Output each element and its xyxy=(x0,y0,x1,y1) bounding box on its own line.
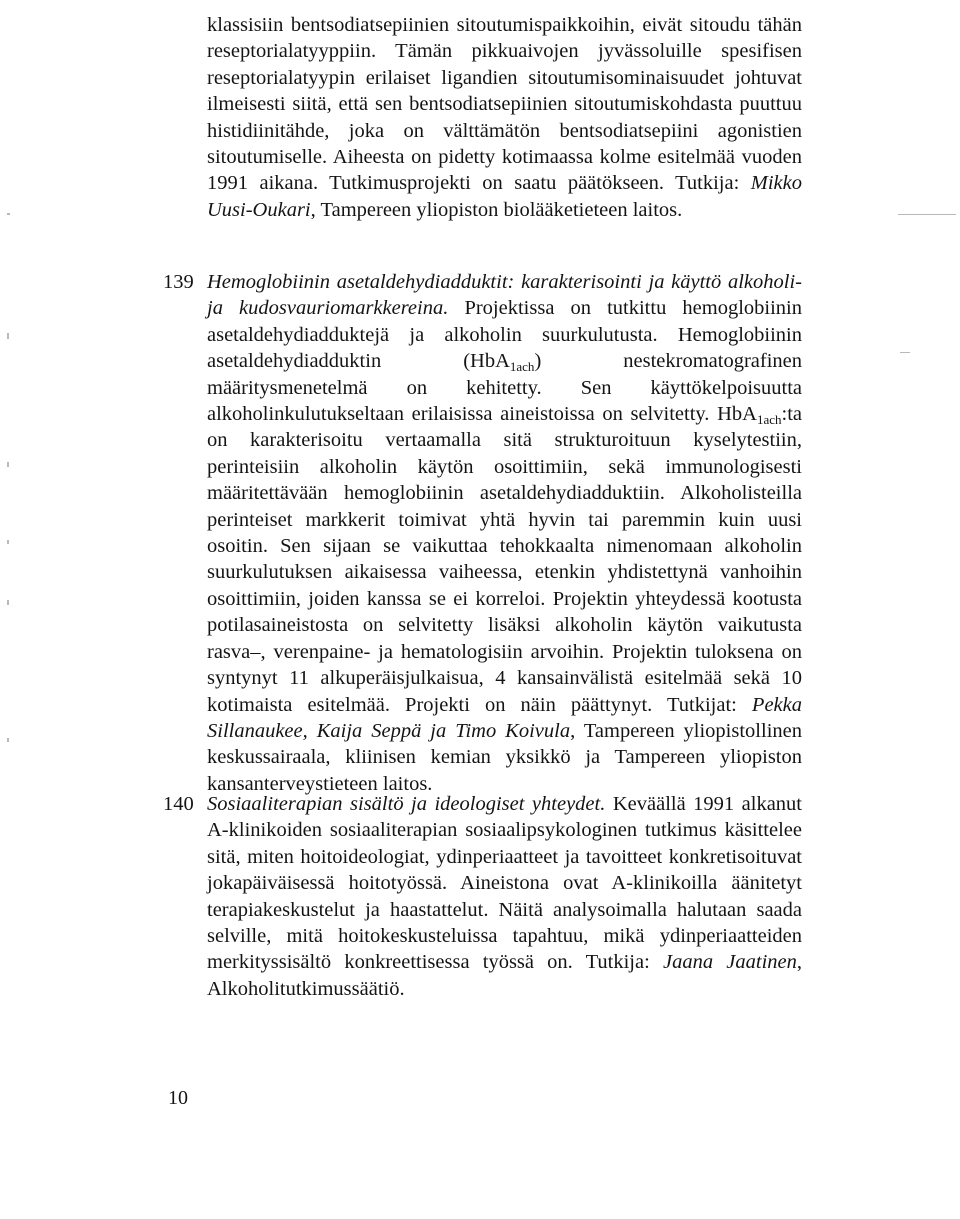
scan-artifact xyxy=(7,213,10,215)
entry-title: Sosiaaliterapian sisältö ja ideologiset yhteydet. xyxy=(207,793,606,815)
scan-artifact xyxy=(7,333,9,339)
affiliation-text: , Tampereen yliopiston biolääketieteen laitos. xyxy=(310,198,683,221)
subscript: 1ach xyxy=(509,359,535,375)
entry-text: ) nestekromatografinen määritysmenetelmä on kehitetty. Sen käyttökelpoisuutta alkoholinkulutukseltaan erilaisissa aineistoissa on selvitetty. HbA xyxy=(207,350,802,426)
scan-artifact xyxy=(7,540,9,544)
continued-paragraph xyxy=(207,12,802,223)
entry-text: :ta on karakterisoitu vertaamalla sitä strukturoituun kyselytestiin, perinteisiin alkoholin käytön osoittimiin, sekä immunologisesti määritettävään hemoglobiinin asetaldehydiadduktiin. Alkoholisteilla perinteiset markkerit toimivat yhtä hyvin tai paremmin kuin uusi osoitin. Sen sijaan se vaikuttaa tehokkaalta nimenomaan alkoholin suurkulutuksen aikaisessa vaiheessa, etenkin yhdistettynä vanhoihin osoittimiin, joiden kanssa se ei korreloi. Projektin yhteydessä kootusta potilasaineistosta on selvitetty lisäksi alkoholin käytön vaikutusta rasva–, verenpaine- ja hematologisiin arvoihin. Projektin tuloksena on syntynyt 11 alkuperäisjulkaisua, 4 kansainvälistä esitelmää sekä 10 kotimaista esitelmää. Projekti on näin päättynyt. Tutkijat: xyxy=(207,403,802,716)
entry-text: Keväällä 1991 alkanut A-klinikoiden sosiaaliterapian sosiaalipsykologinen tutkimus käsittelee sitä, miten hoitoideologiat, ydinperiaatteet ja tavoitteet konkretisoituvat jokapäiväisessä hoitotyössä. Aineistona ovat A-klinikoilla äänitetyt terapiakeskustelut ja haastattelut. Näitä analysoimalla halutaan saada selville, mitä hoitokeskusteluissa tapahtuu, mikä ydinperiaatteiden merkityssisältö konkreettisessa työssä on. Tutkija: xyxy=(207,793,803,974)
entry-139 xyxy=(207,269,802,797)
scan-artifact xyxy=(7,600,9,605)
paragraph-text: klassisiin bentsodiatsepiinien sitoutumispaikkoihin, eivät sitoudu tähän reseptorialatyyppiin. Tämän pikkuaivojen jyvässoluille spesifisen reseptorialatyypin erilaiset ligandien sitoutumisominaisuudet johtuvat ilmeisesti siitä, että sen bentsodiatsepiinien sitoutumiskohdasta puuttuu histidiinitähde, joka on välttämätön bentsodiatsepiini agonistien sitoutumiselle. Aiheesta on pidetty kotimaassa kolme esitelmää vuoden 1991 aikana. Tutkimusprojekti on saatu päätökseen. Tutkija: xyxy=(207,14,802,195)
entry-number: 140 xyxy=(163,793,194,815)
scan-artifact xyxy=(898,214,956,215)
scan-artifact xyxy=(7,738,9,742)
scan-artifact xyxy=(7,462,9,467)
scan-artifact xyxy=(900,352,910,353)
affiliation-text: , Tampereen yliopistollinen keskussairaala, kliinisen kemian yksikkö ja Tampereen yliopiston kansanterveystieteen laitos. xyxy=(207,719,802,795)
entry-number: 139 xyxy=(163,271,194,293)
affiliation-text: , Alkoholitutkimussäätiö. xyxy=(207,951,802,1000)
researcher-name: Jaana Jaatinen xyxy=(663,951,797,974)
entry-text: Projektissa on tutkittu hemoglobiinin asetaldehydiadduktejä ja alkoholin suurkulutusta. Hemoglobiinin asetaldehydiadduktin (HbA xyxy=(207,297,802,373)
subscript: 1ach xyxy=(756,412,782,428)
entry-title: Hemoglobiinin asetaldehydiadduktit: karakterisointi ja käyttö alkoholi- ja kudosvauriomarkkereina. xyxy=(207,271,802,320)
entry-140 xyxy=(207,791,802,1002)
researcher-name: Mikko Uusi-Oukari xyxy=(207,172,802,221)
page-number: 10 xyxy=(168,1087,188,1109)
researcher-names: Pekka Sillanaukee, Kaija Seppä ja Timo Koivula xyxy=(207,693,802,742)
